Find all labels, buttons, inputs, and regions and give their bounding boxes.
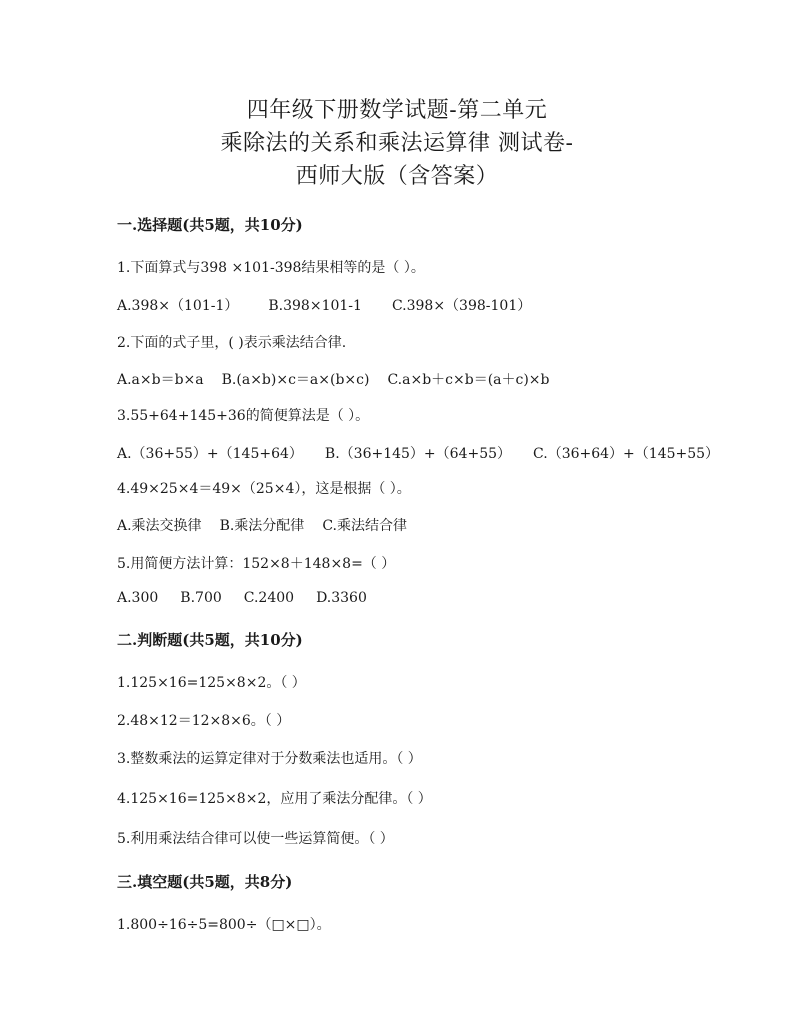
option-a: A.a×b＝b×a bbox=[117, 372, 204, 388]
option-b: B.（36+145）+（64+55） bbox=[324, 446, 512, 462]
question-1-4: 4.49×25×4＝49×（25×4），这是根据（ ）。 bbox=[117, 481, 411, 497]
options-1-5 bbox=[117, 590, 397, 606]
options-1-1 bbox=[117, 295, 561, 315]
question-1-5: 5.用简便方法计算：152×8＋148×8=（ ） bbox=[117, 556, 396, 572]
option-c: C.（36+64）+（145+55） bbox=[533, 446, 720, 462]
option-a: A.398×（101-1） bbox=[117, 298, 239, 314]
option-c: C.乘法结合律 bbox=[322, 518, 407, 534]
option-b: B.398×101-1 bbox=[268, 298, 362, 314]
title-line-2: 乘除法的关系和乘法运算律 测试卷- bbox=[220, 131, 574, 156]
question-2-5: 5.利用乘法结合律可以使一些运算简便。（ ） bbox=[117, 831, 394, 847]
options-1-3 bbox=[117, 443, 749, 463]
question-2-2: 2.48×12＝12×8×6。（ ） bbox=[117, 713, 291, 729]
question-2-1: 1.125×16=125×8×2。（ ） bbox=[117, 675, 306, 691]
title-line-1: 四年级下册数学试题-第二单元 bbox=[246, 98, 548, 123]
options-1-4 bbox=[117, 515, 437, 535]
question-3-1: 1.800÷16÷5=800÷（□×□）。 bbox=[117, 917, 331, 933]
question-1-2: 2.下面的式子里，( )表示乘法结合律. bbox=[117, 335, 347, 351]
title-line-3: 西师大版（含答案） bbox=[295, 164, 499, 189]
section-heading-judgment: 二.判断题(共5题，共10分) bbox=[117, 631, 303, 649]
option-b: B.(a×b)×c＝a×(b×c) bbox=[221, 372, 370, 388]
option-d: D.3360 bbox=[316, 590, 367, 606]
question-2-3: 3.整数乘法的运算定律对于分数乘法也适用。（ ） bbox=[117, 751, 422, 767]
option-c: C.398×（398-101） bbox=[391, 298, 532, 314]
options-1-2 bbox=[117, 369, 580, 389]
option-a: A.300 bbox=[117, 590, 159, 606]
option-a: A.乘法交换律 bbox=[117, 518, 202, 534]
question-1-1: 1.下面算式与398 ×101-398结果相等的是（ ）。 bbox=[117, 260, 425, 276]
question-2-4: 4.125×16=125×8×2，应用了乘法分配律。（ ） bbox=[117, 791, 432, 807]
option-a: A.（36+55）+（145+64） bbox=[117, 446, 303, 462]
option-c: C.2400 bbox=[243, 590, 295, 606]
section-heading-fill-blank: 三.填空题(共5题，共8分) bbox=[117, 873, 293, 891]
question-1-3: 3.55+64+145+36的简便算法是（ ）。 bbox=[117, 408, 370, 424]
option-b: B.700 bbox=[180, 590, 222, 606]
option-c: C.a×b＋c×b＝(a＋c)×b bbox=[387, 372, 550, 388]
section-heading-choice: 一.选择题(共5题，共10分) bbox=[117, 216, 303, 234]
option-b: B.乘法分配律 bbox=[219, 518, 305, 534]
